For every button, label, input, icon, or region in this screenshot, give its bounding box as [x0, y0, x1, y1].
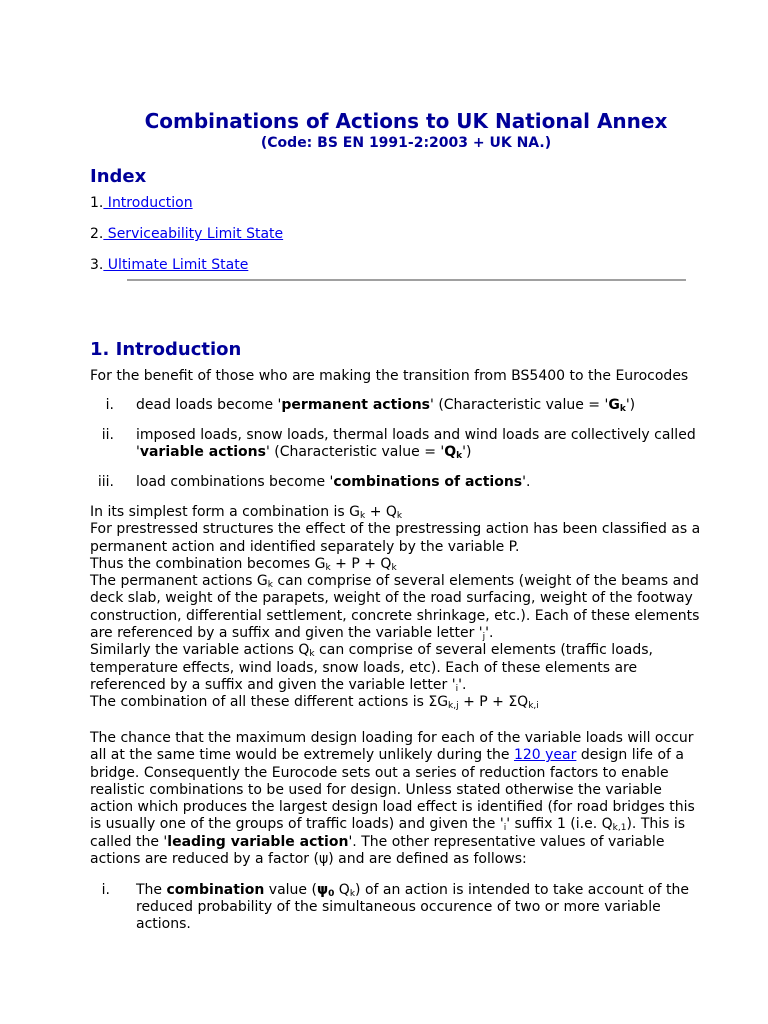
paragraph-combinations: In its simplest form a combination is $G_k + Q_k$ For prestressed structures the effect of the prestressing action has been classified as a permanent action and identified separately by the variable P. Thus the combination becomes $G_k + P + Q_k$ The permanent actions $G_k$ can comprise of several elements (weight of the beams and deck slab, weight of the parapets, weight of the road surfacing, weight of the footway construction, differential settlement, concrete shrinkage, etc.). Each of these elements are referenced by a suffix and given the variable letter '$_j$'. Similarly the variable actions $Q_k$ can comprise of several elements (traffic loads, temperature effects, wind loads, snow loads, etc). Each of these elements are referenced by a suffix and given the variable letter '$_i$'. The combination of all these different actions is $\Sigma G_{k,j} + P + \Sigma Q_{k,i}$ — [90, 504, 701, 712]
list-numeral: i. — [105, 397, 114, 413]
paragraph-reduction-factors: The chance that the maximum design loading for each of the variable loads will occur all at the same time would be extremely unlikely during the 120 year design life of a bridge. Consequently the Eurocode sets out a series of reduction factors to enable realistic combinations to be used for design. Unless stated otherwise the variable action which produces the largest design load effect is identified (for road bridges this is usually one of the groups of traffic loads) and given the '$_i$' suffix 1 (i.e. $Q_{k,1}$). This is called the 'leading variable action'. The other representative values of variable actions are reduced by a factor (ψ) and are defined as follows: — [90, 730, 695, 868]
index-link-introduction[interactable]: Introduction — [103, 195, 193, 211]
index-item-ultimate — [90, 256, 248, 274]
list-text: The combination value ($\psi_0$ $Q_k$) of an action is intended to take account of the reduced probability of the simultaneous occurence of two or more variable actions. — [136, 882, 689, 932]
index-number: 1. — [90, 195, 104, 211]
list-text: dead loads become 'permanent actions' (Characteristic value = '$G_k$') — [136, 397, 636, 414]
index-link-serviceability[interactable]: Serviceability Limit State — [103, 226, 284, 242]
list-numeral: i. — [101, 882, 110, 898]
index-heading: Index — [90, 166, 147, 187]
index-item-serviceability — [90, 225, 283, 243]
list-numeral: ii. — [101, 427, 114, 443]
list-text: imposed loads, snow loads, thermal loads and wind loads are collectively called 'variable actions' (Characteristic value = '$Q_k$') — [136, 427, 696, 461]
design-life-link[interactable]: 120 year — [513, 747, 577, 764]
index-item-introduction — [90, 194, 193, 212]
intro-lead-text: For the benefit of those who are making the transition from BS5400 to the Eurocodes — [90, 368, 689, 384]
horizontal-divider — [127, 279, 686, 281]
page-subtitle: (Code: BS EN 1991-2:2003 + UK NA.) — [260, 135, 552, 151]
section-heading-introduction: 1. Introduction — [90, 339, 242, 360]
index-number: 3. — [90, 257, 104, 273]
page-title: Combinations of Actions to UK National Annex — [144, 109, 668, 133]
index-link-ultimate[interactable]: Ultimate Limit State — [103, 257, 249, 273]
list-numeral: iii. — [97, 474, 114, 490]
list-text: load combinations become 'combinations of actions'. — [136, 474, 531, 490]
index-number: 2. — [90, 226, 104, 242]
